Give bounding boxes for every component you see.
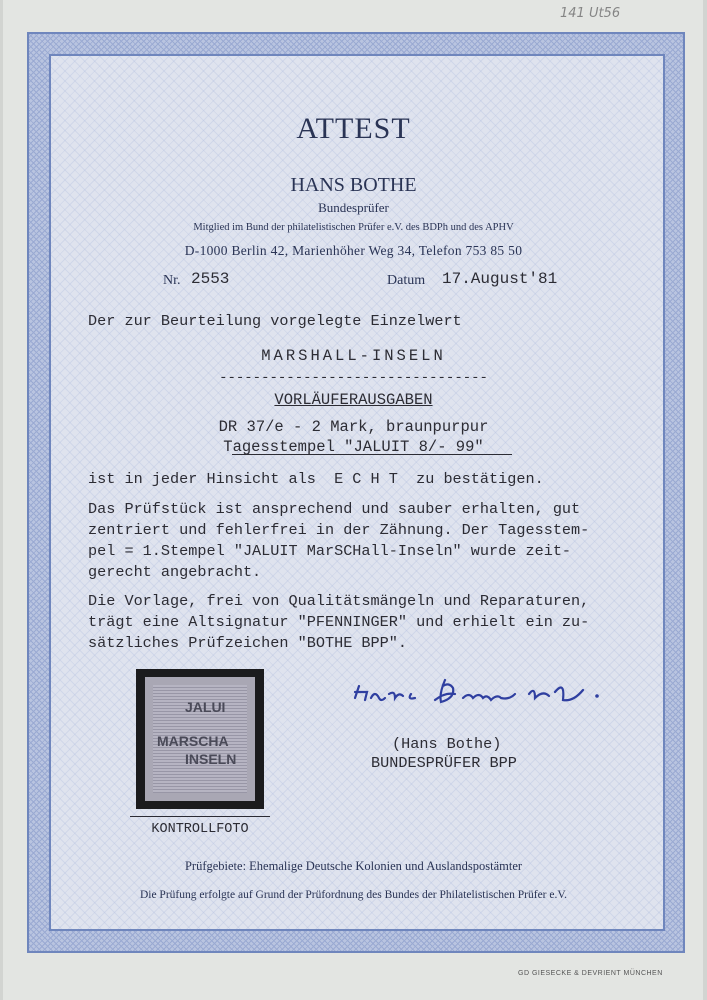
footer-line: Prüfgebiete: Ehemalige Deutsche Kolonien und Auslandspostämter — [184, 859, 523, 873]
dashed-rule: -------------------------------- — [219, 370, 488, 386]
stamp-image — [145, 677, 255, 801]
paragraph-line: Die Vorlage, frei von Qualitätsmängeln und Reparaturen, — [88, 592, 590, 610]
cancel-description: Tagesstempel "JALUIT 8/- 99" — [223, 438, 484, 456]
control-photo — [136, 669, 264, 809]
signer-name: (Hans Bothe) — [392, 735, 502, 753]
paragraph-line: Das Prüfstück ist ansprechend und sauber erhalten, gut — [88, 500, 581, 518]
expert-name: HANS BOTHE — [290, 174, 417, 196]
issue-group — [0, 391, 707, 409]
photo-label-rule — [130, 816, 270, 817]
footer-line: Die Prüfung erfolgte auf Grund der Prüfordnung des Bundes der Philatelistischen Prüfer e.V. — [139, 889, 568, 901]
photo-label: KONTROLLFOTO — [151, 822, 249, 837]
paragraph-line: zentriert und fehlerfrei in der Zähnung. Der Tagesstem- — [88, 521, 590, 539]
expert-role: Bundesprüfer — [318, 200, 389, 215]
pencil-note: 141 Ut56 — [560, 6, 621, 21]
printer-imprint: GD GIESECKE & DEVRIENT MÜNCHEN — [518, 970, 663, 977]
rule-line — [232, 454, 512, 455]
paragraph-line: pel = 1.Stempel "JALUIT MarSCHall-Inseln" wurde zeit- — [88, 542, 572, 560]
paragraph-line: sätzliches Prüfzeichen "BOTHE BPP". — [88, 634, 407, 652]
stamp-description: DR 37/e - 2 Mark, braunpurpur — [218, 418, 489, 436]
date-label: Datum — [387, 273, 426, 288]
address-line: D-1000 Berlin 42, Marienhöher Weg 34, Telefon 753 85 50 — [184, 243, 523, 258]
country-heading: MARSHALL-INSELN — [261, 347, 446, 365]
postmark-text: JALUI — [185, 699, 226, 715]
issue-group-label: VORLÄUFERAUSGABEN — [274, 391, 433, 409]
number-label: Nr. — [163, 273, 181, 288]
intro-text: Der zur Beurteilung vorgelegte Einzelwert — [88, 312, 462, 330]
paragraph-line: trägt eine Altsignatur "PFENNINGER" und erhielt ein zu- — [88, 613, 590, 631]
handwritten-signature — [345, 668, 605, 718]
verdict-text: ist in jeder Hinsicht als E C H T zu bestätigen. — [88, 470, 544, 488]
certificate-number: 2553 — [191, 270, 230, 288]
postmark-text: MARSCHA — [157, 733, 229, 749]
membership-line: Mitglied im Bund der philatelistischen Prüfer e.V. des BDPh und des APHV — [193, 222, 514, 233]
paragraph-line: gerecht angebracht. — [88, 563, 262, 581]
certificate-title: ATTEST — [296, 112, 411, 145]
certificate-date: 17.August'81 — [442, 270, 558, 288]
postmark-text: INSELN — [185, 751, 237, 767]
signer-title: BUNDESPRÜFER BPP — [371, 754, 517, 772]
